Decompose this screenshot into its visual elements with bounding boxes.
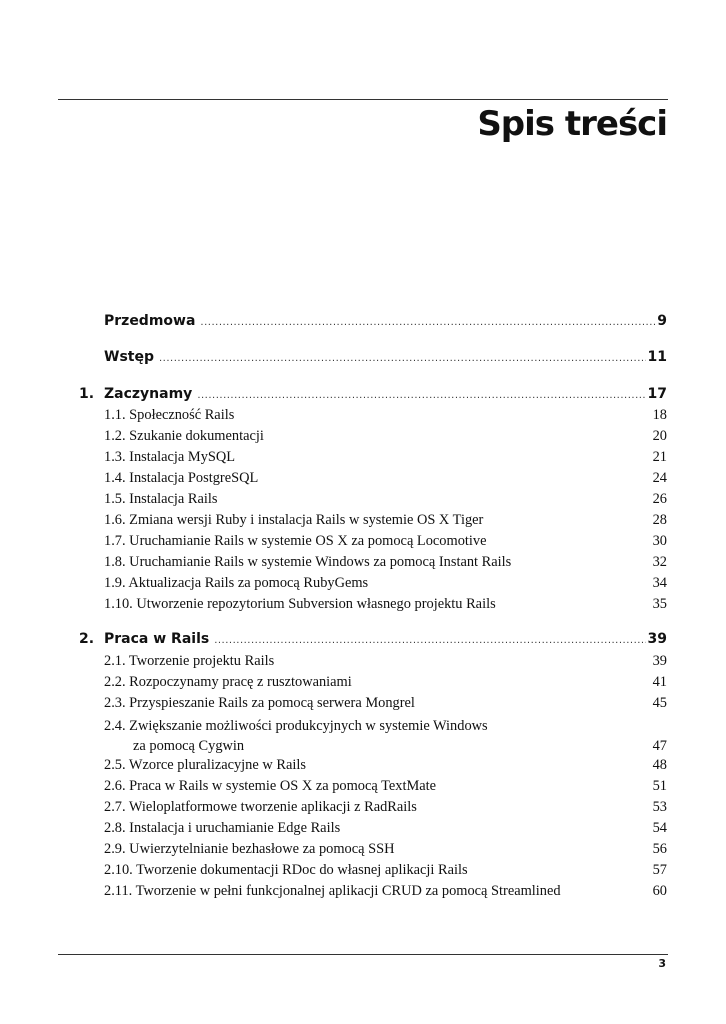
toc-entry[interactable] [104,428,667,448]
toc-chapter-1[interactable] [79,386,667,406]
entry-page: 41 [652,674,667,690]
entry-label: 2.5. Wzorce pluralizacyjne w Rails [104,757,306,773]
entry-label: 1.10. Utworzenie repozytorium Subversion własnego projektu Rails [104,596,496,612]
entry-label: 2.3. Przyspieszanie Rails za pomocą serwera Mongrel [104,695,415,711]
toc-entry[interactable] [104,575,667,595]
toc-entry[interactable] [104,820,667,840]
entry-page: 56 [652,841,667,857]
toc-entry[interactable] [104,757,667,777]
toc-entry[interactable] [104,674,667,694]
entry-label: 2.10. Tworzenie dokumentacji RDoc do własnej aplikacji Rails [104,862,468,878]
entry-label: 2.7. Wieloplatformowe tworzenie aplikacji z RadRails [104,799,417,815]
entry-page: 57 [652,862,667,878]
entry-page: 30 [652,533,667,549]
dot-leader [197,390,645,401]
entry-page: 54 [652,820,667,836]
entry-label: 1.1. Społeczność Rails [104,407,235,423]
toc-entry[interactable] [104,799,667,819]
heading-label: Wstęp [104,349,154,365]
toc-entry[interactable] [104,407,667,427]
entry-label: 2.4. Zwiększanie możliwości produkcyjnych w systemie Windows [104,718,488,734]
entry-label: 2.9. Uwierzytelnianie bezhasłowe za pomocą SSH [104,841,395,857]
heading-page: 9 [657,313,667,329]
toc-entry[interactable] [104,695,667,715]
entry-label: 1.4. Instalacja PostgreSQL [104,470,259,486]
page-title: Spis treści [477,104,667,144]
entry-page: 18 [652,407,667,423]
toc-entry[interactable] [104,653,667,673]
entry-page: 39 [652,653,667,669]
entry-page: 28 [652,512,667,528]
chapter-label: Praca w Rails [104,631,210,647]
entry-label: 1.5. Instalacja Rails [104,491,218,507]
entry-page: 60 [652,883,667,899]
dot-leader [214,635,645,646]
toc-entry[interactable] [104,862,667,882]
chapter-page: 39 [647,631,667,647]
toc-entry[interactable] [104,512,667,532]
entry-label: 2.1. Tworzenie projektu Rails [104,653,275,669]
chapter-label: Zaczynamy [104,386,193,402]
entry-label-continued: za pomocą Cygwin [133,738,245,754]
toc-entry[interactable] [104,841,667,861]
entry-page: 51 [652,778,667,794]
entry-label: 2.8. Instalacja i uruchamianie Edge Rails [104,820,341,836]
entry-label: 2.11. Tworzenie w pełni funkcjonalnej aplikacji CRUD za pomocą Streamlined [104,883,561,899]
entry-page: 26 [652,491,667,507]
toc-entry[interactable] [104,533,667,553]
entry-label: 2.2. Rozpoczynamy pracę z rusztowaniami [104,674,352,690]
toc-entry[interactable] [104,470,667,490]
entry-page: 53 [652,799,667,815]
chapter-page: 17 [647,386,667,402]
entry-page: 21 [652,449,667,465]
entry-page: 20 [652,428,667,444]
toc-chapter-2[interactable] [79,631,667,651]
toc-heading-przedmowa[interactable] [104,313,667,333]
toc-heading-wstep[interactable] [104,349,667,369]
entry-label: 1.3. Instalacja MySQL [104,449,236,465]
dot-leader [200,317,655,328]
entry-page: 32 [652,554,667,570]
entry-label: 1.8. Uruchamianie Rails w systemie Windows za pomocą Instant Rails [104,554,512,570]
toc-entry[interactable] [104,491,667,511]
entry-page: 45 [652,695,667,711]
entry-label: 1.2. Szukanie dokumentacji [104,428,264,444]
top-rule [58,99,668,100]
bottom-rule [58,954,668,955]
toc-entry[interactable] [104,716,667,756]
heading-page: 11 [647,349,667,365]
heading-label: Przedmowa [104,313,196,329]
entry-page: 34 [652,575,667,591]
dot-leader [159,353,646,364]
entry-label: 1.6. Zmiana wersji Ruby i instalacja Rails w systemie OS X Tiger [104,512,484,528]
entry-page: 48 [652,757,667,773]
toc-entry[interactable] [104,554,667,574]
toc-entry[interactable] [104,596,667,616]
entry-label: 1.9. Aktualizacja Rails za pomocą RubyGems [104,575,369,591]
page-number: 3 [658,957,666,970]
entry-label: 1.7. Uruchamianie Rails w systemie OS X za pomocą Locomotive [104,533,487,549]
toc-entry[interactable] [104,449,667,469]
entry-page: 24 [652,470,667,486]
toc-entry[interactable] [104,778,667,798]
entry-page: 47 [652,738,667,754]
chapter-number: 1. [79,386,95,402]
entry-label: 2.6. Praca w Rails w systemie OS X za pomocą TextMate [104,778,437,794]
chapter-number: 2. [79,631,95,647]
entry-page: 35 [652,596,667,612]
toc-entry[interactable] [104,883,667,903]
